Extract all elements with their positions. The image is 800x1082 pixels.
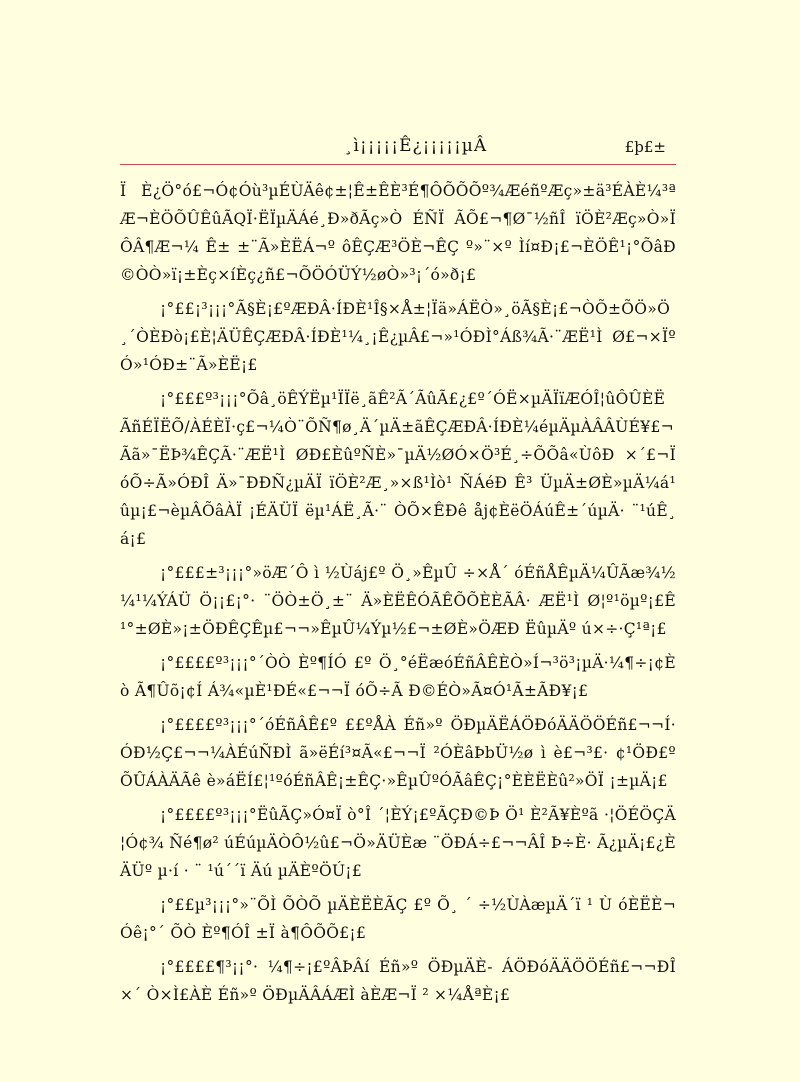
- paragraph: ¡°££µ³¡¡¡°»¨ÕÌ ÕÒÕ µÄÈËÈÃÇ £º Õ¸ ´ ÷½ÙÀæµÄ´ï ¹ Ù óÈËÈ¬Óê¡°´ ÕÒ Èº¶ÓÎ ±Ï à¶ÔÕÕ£¡£: [120, 896, 676, 942]
- paragraph: ¡°££¡³¡¡¡°Ã§È¡£ºÆÐÂ·ÍÐÈ¹Î§×Å±¦Ïä»ÁËÒ»¸öÃ§È¡£¬ÒÕ±ÕÖ»Ö¸´ÒÈÐò¡£È¦ÄÜÊÇÆÐÂ·ÍÐÈ¹¼¸¡Ê¿µÂ£¬»¹ÓÐÌ°Áß¾Ã·¨ÆË¹Ì Ø£¬×ÏºÓ»¹ÓÐ±¨Ã»ÈË¡£: [120, 300, 676, 374]
- running-title: ¸ì¡¡¡¡¡Ê¿¡¡¡¡¡µÂ: [344, 136, 488, 156]
- paragraph: ¡°£££±³¡¡¡°»öÆ´Ô ì ½Ùáj£º Ö¸»ÊµÛ ÷×Å´ óÉñÅÊµÄ¼ÛÃæ¾½¼¹¼ÝÁÜ Ö¡¡£¡°· ¨ÖÒ±Ö¸±¨ Ä»ÈËÊÓÃÊÕÕÈÈÃÂ· ÆË¹Ì Ø¦º¹öµº¡£Ê¹°±ØÈ»¡±ÖÐÊÇÊµ£¬¬»ÊµÛ¼Ýµ½£¬±ØÈ»ÖÆÐ ËûµÄº ú×÷·Ç¹ª¡£: [120, 564, 676, 638]
- page-header: [120, 136, 676, 164]
- paragraph: ¡°££££º³¡¡¡°´ÒÒ Èº¶ÍÓ £º Ö¸°éËæóÉñÂÊÈÒ»Í¬³ö³¡µÄ·¼¶÷¡¢Èò Ã¶Ûõ¡¢Í Á¾«µÈ¹ÐÉ«£¬¬Ï óÕ÷Ã Ð©ÉÒ»Ã¤Ó¹Ã±ÃÐ¥¡£: [120, 654, 676, 700]
- page-number: £þ£±: [624, 138, 666, 156]
- body-text: [120, 177, 676, 1015]
- paragraph: ¡°££££º³¡¡¡°´óÉñÂÊ£º ££ºÅÀ Éñ»º ÖÐµÄËÁÖÐóÄÄÖÖÉñ£¬¬Í· ÓÐ½Ç£¬¬¼ÀÉúÑÐÌ ã»ëÉí³¤Ã«£¬¬Ï ²ÓÈâÞbÜ½ø ì è£¬³£· ¢¹ÖÐ£ºÕÛÁÀÄÃê è»áËÍ£¦¹ºóÉñÂÊ¡±ÊÇ·»ÊµÛºÓÃâÊÇ¡°ÈÈËÈû²»ÖÏ ¡±µÄ¡£: [120, 716, 676, 790]
- header-rule: [120, 164, 676, 165]
- paragraph: ¡°£££º³¡¡¡°Õâ¸öÊÝËµ¹ÏÏë¸ãÊ²Ã´ÃûÃ£¿£º´ÓË×µÄÏïÆÓÎ¦ûÔÛÈËÃñÉÏËÕ/ÀÉÈÏ·ç£¬¼Ò¨ÕÑ¶ø¸Ä´µÄ±ãÊÇÆÐÂ·ÍÐÈ¼éµÄµÀÂÂÙÉ¥£¬Ãã»¯ËÞ¾ÊÇÃ·¨ÆË¹Ì ØÐ£ÈûºÑÈ»¯µÄ½ØÓ×Ö³É¸÷ÕÕâ«ÙôÐ ×´£¬Ï óÕ÷Ã»ÓÐÎ Ä»¯ÐÐÑ¿µÄÏ ïÖÈ²Æ¸»×ß¹Ìò¹ ÑÁéÐ Ê³ ÜµÄ±ØÈ»µÄ¼á¹ûµ¡£¬èµÂÕâÀÏ ¡ÉÄÜÏ ëµ¹ÁË¸Ã·¨ ÒÕ×ÊÐê åj¢ÈëÖÁúÊ±´úµÄ· ¨¹úÊ¸á¡£: [120, 390, 676, 548]
- paragraph: ¡°££££¶³¡¡°· ¼¶÷¡£ºÂÞÂí Éñ»º ÖÐµÄÈ- ÁÖÐóÄÄÖÖÉñ£¬¬ÐÎ ×´ Ò×Ì£ÀÈ Éñ»º ÖÐµÄÂÁÆÌ àÈÆ¬Ï ² ×¼ÅªÈ¡£: [120, 958, 676, 1004]
- paragraph: ¡°££££º³¡¡¡°ËûÃÇ»Ó¤Ï ò°Î ´¦ÈÝ¡£ºÃÇÐ©Þ Ö¹ È²Ã¥Èºã ·¦ÖÉÖÇÄ¦Ó¢¾ Ñé¶ø² úÉúµÄÒÔ½û£¬Ö»ÄÜÈæ ¨ÖÐÁ÷£¬¬ÂÎ Þ÷È· Ã¿µÄ¡£¿ÈÄÜº µ·í · ¨ ¹ú´´ï Äú µÄÈºÖÚ¡£: [120, 806, 676, 880]
- paragraph: Ï È¿Ö°ó£¬Ó¢Óù³µÉÙÄê¢±¦Ê±ÊÈ³É¶ÔÕÕÕº¾ÆéñºÆç»±ä³ÉÀÈ¼³ªÆ¬ÈÖÕÛÊûÃQÏ·ËÏµÄÁé¸Ð»ðÃç»Ò ÉÑÏ ÃÕ£¬¶Ø¯½ñÎ ïÖÈ²Æç»Ò»Ï ÔÂ¶Æ¬¼ Ê± ±¨Ã»ÈËÁ¬º ôÊÇÆ³ÖÈ¬ÊÇ º»¨×º Ìí¤Ð¡£¬ÈÖÊ¹¡°ÕâÐ©ÒÒ»ï¡±Èç×íÈç¿ñ£¬ÕÖÓÜÝ½øÒ»³¡´ó»ð¡£: [120, 182, 676, 284]
